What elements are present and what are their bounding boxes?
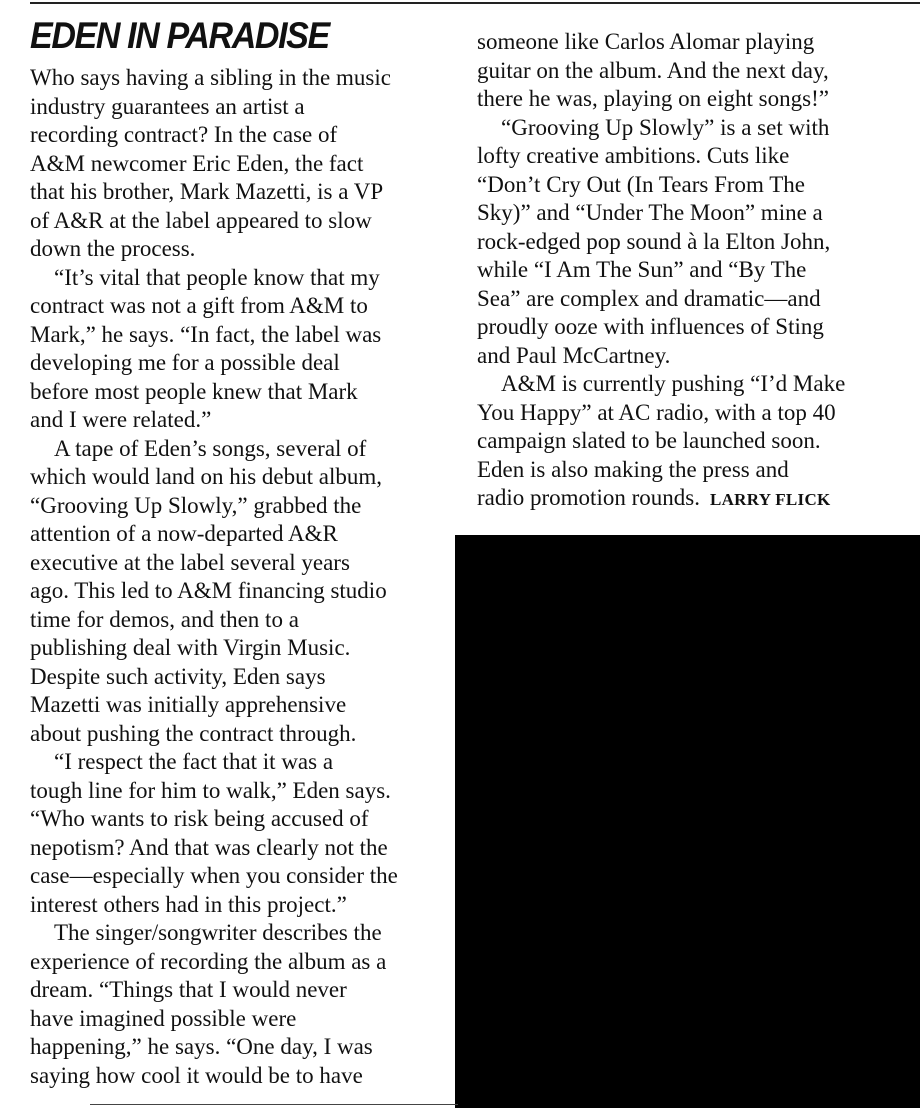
line-text: A tape of Eden’s songs, several of: [54, 435, 367, 461]
text-line: [30, 150, 450, 179]
text-line: [30, 435, 450, 464]
text-line: [30, 748, 450, 777]
line-text: radio promotion rounds.: [477, 485, 700, 510]
line-text: contract was not a gift from A&M to: [30, 293, 368, 318]
text-line: [477, 456, 897, 485]
line-text: guitar on the album. And the next day,: [477, 57, 829, 83]
text-line: [30, 321, 450, 350]
text-line: [477, 57, 897, 86]
line-text: experience of recording the album as a: [30, 948, 387, 974]
line-text: and I were related.”: [30, 407, 212, 432]
line-text: industry guarantees an artist a: [30, 93, 305, 119]
text-line: [477, 313, 897, 342]
text-line: [477, 171, 897, 200]
line-text: “Who wants to risk being accused of: [30, 806, 369, 831]
text-line: [30, 235, 450, 264]
text-line: [30, 1005, 450, 1034]
text-line: [30, 520, 450, 549]
line-text: You Happy” at AC radio, with a top 40: [477, 399, 836, 425]
line-text: “Grooving Up Slowly” is a set with: [501, 114, 830, 140]
text-line: [30, 577, 450, 606]
text-line: [477, 256, 897, 285]
line-text: attention of a now-departed A&R: [30, 521, 338, 546]
text-line: [30, 1062, 450, 1091]
text-line: [477, 85, 897, 114]
line-text: case—especially when you consider the: [30, 863, 398, 888]
text-line: [30, 207, 450, 236]
line-text: someone like Carlos Alomar playing: [477, 29, 815, 54]
line-text: “Don’t Cry Out (In Tears From The: [477, 171, 806, 197]
bottom-rule: [90, 1104, 458, 1105]
line-text: interest others had in this project.”: [30, 891, 347, 917]
text-line: [30, 378, 450, 407]
text-line: [30, 720, 450, 749]
text-line: [477, 114, 897, 143]
text-line: [477, 285, 897, 314]
text-line: [30, 292, 450, 321]
line-text: about pushing the contract through.: [30, 720, 357, 746]
text-line: [477, 228, 897, 257]
line-text: which would land on his debut album,: [30, 464, 382, 489]
line-text: time for demos, and then to a: [30, 606, 299, 632]
text-line: [30, 805, 450, 834]
line-text: proudly ooze with influences of Sting: [477, 314, 824, 339]
text-line: [30, 777, 450, 806]
line-text: Eden is also making the press and: [477, 456, 789, 482]
line-text: executive at the label several years: [30, 549, 350, 575]
text-line: [30, 492, 450, 521]
article-column-left: [30, 28, 450, 1090]
line-text: publishing deal with Virgin Music.: [30, 635, 351, 660]
top-rule: [30, 2, 920, 4]
text-line: [477, 142, 897, 171]
line-text: of A&R at the label appeared to slow: [30, 207, 372, 233]
line-text: Despite such activity, Eden says: [30, 663, 326, 689]
line-text: that his brother, Mark Mazetti, is a VP: [30, 179, 384, 204]
text-line: [30, 549, 450, 578]
text-line: [30, 178, 450, 207]
line-text: saying how cool it would be to have: [30, 1062, 363, 1088]
line-text: there he was, playing on eight songs!”: [477, 86, 829, 111]
text-line: [477, 427, 897, 456]
text-line: [30, 976, 450, 1005]
text-line: [30, 663, 450, 692]
text-line: [477, 484, 897, 513]
text-line: [477, 370, 897, 399]
line-text: while “I Am The Sun” and “By The: [477, 257, 807, 282]
line-text: “Grooving Up Slowly,” grabbed the: [30, 492, 362, 518]
article-column-right: [477, 28, 897, 513]
line-text: Who says having a sibling in the music: [30, 65, 391, 90]
line-text: The singer/songwriter describes the: [54, 920, 382, 945]
text-line: [477, 199, 897, 228]
line-text: tough line for him to walk,” Eden says.: [30, 777, 391, 803]
line-text: developing me for a possible deal: [30, 350, 340, 375]
text-line: [30, 862, 450, 891]
line-text: campaign slated to be launched soon.: [477, 428, 821, 453]
line-text: lofty creative ambitions. Cuts like: [477, 143, 790, 168]
line-text: and Paul McCartney.: [477, 342, 671, 368]
line-text: Sky)” and “Under The Moon” mine a: [477, 200, 823, 225]
text-line: [30, 634, 450, 663]
text-line: [30, 891, 450, 920]
text-line: [30, 919, 450, 948]
text-line: [30, 834, 450, 863]
text-line: [30, 406, 450, 435]
line-text: Mark,” he says. “In fact, the label was: [30, 321, 382, 347]
text-line: [477, 342, 897, 371]
text-line: [30, 64, 450, 93]
line-text: “It’s vital that people know that my: [54, 264, 380, 290]
line-text: have imagined possible were: [30, 1005, 297, 1031]
line-text: before most people knew that Mark: [30, 378, 358, 404]
text-line: [30, 121, 450, 150]
line-text: Mazetti was initially apprehensive: [30, 692, 347, 717]
black-redaction-block: [455, 535, 920, 1108]
text-line: [30, 93, 450, 122]
line-text: A&M is currently pushing “I’d Make: [501, 371, 846, 396]
line-text: happening,” he says. “One day, I was: [30, 1034, 373, 1059]
line-text: “I respect the fact that it was a: [54, 749, 334, 774]
text-line: [30, 349, 450, 378]
text-line: [30, 264, 450, 293]
text-line: [477, 28, 897, 57]
line-text: recording contract? In the case of: [30, 122, 338, 147]
text-line: [30, 1033, 450, 1062]
text-line: [30, 606, 450, 635]
text-line: [30, 948, 450, 977]
text-line: [30, 463, 450, 492]
line-text: ago. This led to A&M financing studio: [30, 578, 387, 603]
line-text: dream. “Things that I would never: [30, 977, 347, 1002]
headline: EDEN IN PARADISE: [30, 15, 329, 56]
line-text: A&M newcomer Eric Eden, the fact: [30, 150, 364, 176]
line-text: down the process.: [30, 236, 196, 261]
line-text: Sea” are complex and dramatic—and: [477, 285, 821, 311]
byline: LARRY FLICK: [709, 490, 831, 509]
line-text: nepotism? And that was clearly not the: [30, 834, 388, 860]
text-line: [30, 691, 450, 720]
line-text: rock-edged pop sound à la Elton John,: [477, 228, 831, 254]
text-line: [477, 399, 897, 428]
